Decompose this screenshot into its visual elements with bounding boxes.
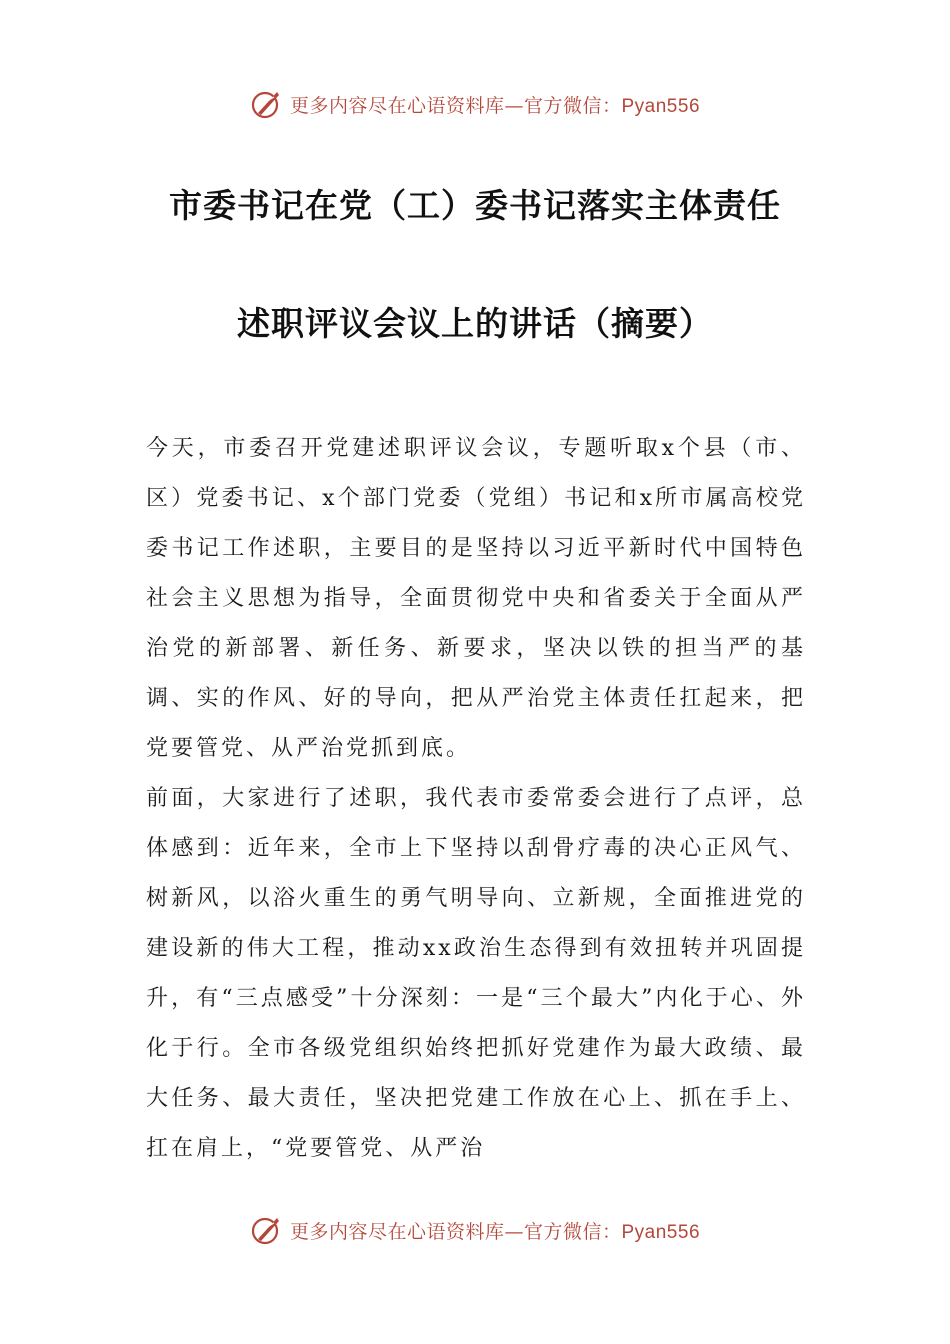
paragraph-2: 前面，大家进行了述职，我代表市委常委会进行了点评，总体感到：近年来，全市上下坚持以刮骨疗毒的决心正风气、树新风，以浴火重生的勇气明导向、立新规，全面推进党的建设新的伟大工程，推动xx政治生态得到有效扭转并巩固提升，有“三点感受”十分深刻：一是“三个最大”内化于心、外化于行。全市各级党组织始终把抓好党建作为最大政绩、最大任务、最大责任，坚决把党建工作放在心上、抓在手上、扛在肩上，“党要管党、从严治: [146, 786, 806, 1161]
watermark-banner-bottom: [0, 1210, 950, 1250]
watermark-text: 更多内容尽在心语资料库—官方微信：Pyan556: [289, 94, 701, 117]
watermark-account: Pyan556: [621, 95, 701, 117]
document-title-line-2: 述职评议会议上的讲话（摘要）: [237, 304, 713, 343]
quill-logo-icon: [250, 87, 284, 121]
watermark-account: Pyan556: [621, 1221, 701, 1243]
document-title-line-1: 市委书记在党（工）委书记落实主体责任: [169, 186, 781, 225]
paragraph-1: 今天，市委召开党建述职评议会议，专题听取x个县（市、区）党委书记、x个部门党委（党组）书记和x所市属高校党委书记工作述职，主要目的是坚持以习近平新时代中国特色社会主义思想为指导，全面贯彻党中央和省委关于全面从严治党的新部署、新任务、新要求，坚决以铁的担当严的基调、实的作风、好的导向，把从严治党主体责任扛起来，把党要管党、从严治党抓到底。: [146, 436, 806, 761]
watermark-text: 更多内容尽在心语资料库—官方微信：Pyan556: [289, 1220, 701, 1243]
watermark-banner-top: [0, 84, 950, 124]
document-body: [146, 424, 806, 1174]
quill-logo-icon: [250, 1213, 284, 1247]
